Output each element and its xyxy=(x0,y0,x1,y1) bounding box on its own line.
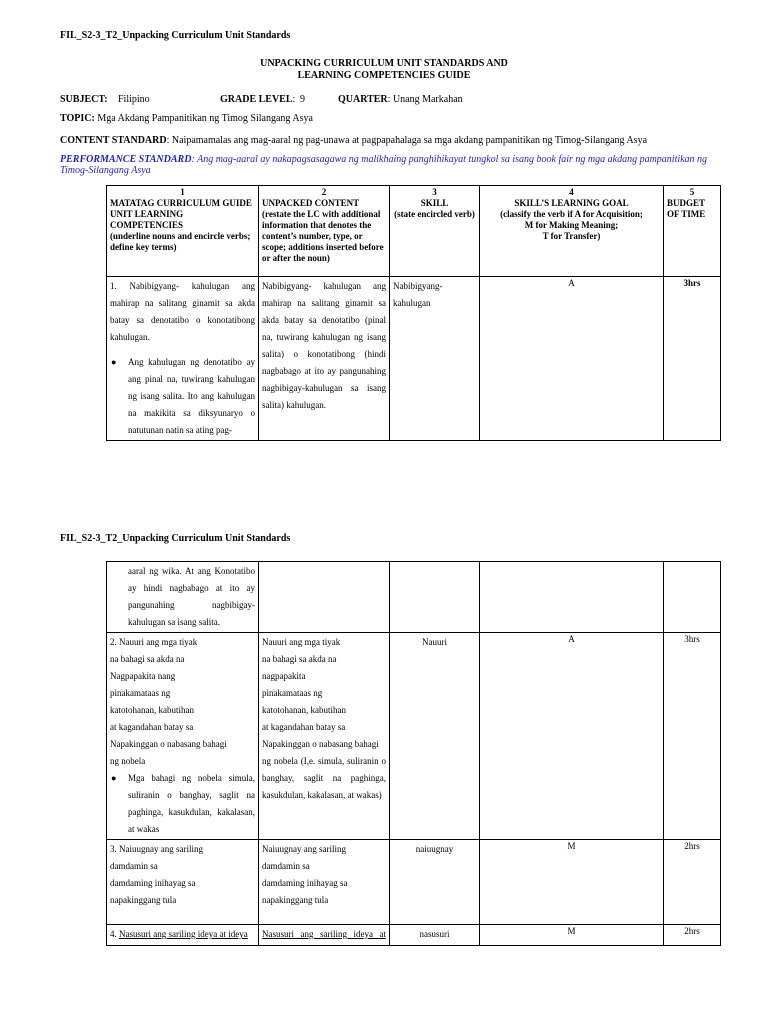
skill-cell: naiuugnay xyxy=(390,840,480,925)
unpacked-cell xyxy=(259,562,390,633)
skill-cell: nasusuri xyxy=(390,925,480,946)
title-line-2: LEARNING COMPETENCIES GUIDE xyxy=(297,70,471,81)
performance-standard-label: PERFORMANCE STANDARD xyxy=(60,154,192,165)
table-row xyxy=(107,562,721,633)
lc-bullet: ● Mga bahagi ng nobela simula, suliranin o banghay, saglit na paghinga, kasukdulan, kakalasan, at wakas xyxy=(126,770,255,838)
goal-cell: M xyxy=(480,925,664,946)
content-standard-value: Naipamamalas ang mag-aaral ng pag-unawa at pagpapahalaga sa mga akdang pampanitikan ng Timog-Silangang Asya xyxy=(171,135,648,146)
goal-cell: M xyxy=(480,840,664,925)
lc-bullet: ● Ang kahulugan ng denotatibo ay ang pinal na, tuwirang kahulugan ng isang salita. Ito ang kahulugan na makikita sa diksyunaryo o natutunan natin sa ating pag- xyxy=(126,354,255,439)
unpacking-table-page1 xyxy=(106,185,721,441)
lc-cell xyxy=(107,277,259,441)
col-header-2: 2 UNPACKED CONTENT (restate the LC with additional information that denotes the content’s number, type, or scope; additions inserted before or after the noun) xyxy=(259,186,390,277)
time-cell: 2hrs xyxy=(664,840,721,925)
unpacked-cell: Nauuri ang mga tiyak na bahagi sa akda na nagpapakita pinakamataas ng katotohanan, kabutihan at kagandahan batay sa Napakinggan o nabasang bahagi ng nobela (I,e. simula, suliranin o banghay, saglit na paghinga, kasukdulan, kakalasan, at wakas) xyxy=(259,633,390,840)
time-cell: 3hrs xyxy=(664,277,721,441)
quarter-value: Unang Markahan xyxy=(392,94,463,105)
time-cell: 3hrs xyxy=(664,633,721,840)
lc-cell: 3. Naiuugnay ang sariling damdamin sa damdaming inihayag sa napakinggang tula xyxy=(107,840,259,925)
lc-cell: 4. Nasusuri ang sariling ideya at ideya xyxy=(107,925,259,946)
goal-cell: A xyxy=(480,277,664,441)
subject-label: SUBJECT xyxy=(60,94,105,105)
performance-standard-value: Ang mag-aaral ay nakapagsasagawa ng malikhaing panghihikayat tungkol sa isang book fair ng mga akdang pampanitikan ng Timog-Silangang Asya xyxy=(60,154,708,176)
table-row xyxy=(107,925,721,946)
col-header-4: 4 SKILL’S LEARNING GOAL (classify the verb if A for Acquisition; M for Making Meaning; T for Transfer) xyxy=(480,186,664,277)
header-row xyxy=(107,186,721,277)
subject-value: Filipino xyxy=(118,94,150,105)
skill-cell xyxy=(390,562,480,633)
lc-cell: 2. Nauuri ang mga tiyak na bahagi sa akda na Nagpapakita nang pinakamataas ng katotohanan, kabutihan at kagandahan batay sa Napakinggan o nabasang bahagi ng nobela ● Mga bahagi ng nobela simula, suliranin o banghay, saglit na paghinga, kasukdulan, kakalasan, at wakas xyxy=(107,633,259,840)
grade-label: GRADE LEVEL xyxy=(220,94,293,105)
unpacked-cell: Naiuugnay ang sariling damdamin sa damdaming inihayag sa napakinggang tula xyxy=(259,840,390,925)
skill-cell: Nabibigyang- kahulugan xyxy=(390,277,480,441)
topic-label: TOPIC xyxy=(60,113,92,124)
table-row xyxy=(107,277,721,441)
quarter-label: QUARTER xyxy=(338,94,388,105)
unpacked-cell: Nasusuri ang sariling ideya at xyxy=(259,925,390,946)
document-title xyxy=(0,58,768,82)
goal-cell xyxy=(480,562,664,633)
lc-text: 1. Nabibigyang- kahulugan ang mahirap na salitang ginamit sa akda batay sa denotatibo o konotatibong kahulugan. xyxy=(110,281,255,342)
content-standard-label: CONTENT STANDARD xyxy=(60,135,167,146)
table-row xyxy=(107,633,721,840)
unpacked-cell: Nabibigyang- kahulugan ang mahirap na salitang ginamit sa akda batay sa denotatibo (pinal na, tuwirang kahulugan ng isang salita) o konotatibong (hindi nagbabago at ito ay pangunahing nagbibigay-kahulugan sa isang salita) kahulugan. xyxy=(259,277,390,441)
content-standard-row: CONTENT STANDARD: Naipamamalas ang mag-aaral ng pag-unawa at pagpapahalaga sa mga akdang pampanitikan ng Timog-Silangang Asya xyxy=(60,135,648,146)
topic-row: TOPIC: Mga Akdang Pampanitikan ng Timog Silangang Asya xyxy=(60,113,313,124)
col-header-5: 5 BUDGET OF TIME xyxy=(664,186,721,277)
col-header-1: 1 MATATAG CURRICULUM GUIDE UNIT LEARNING COMPETENCIES (underline nouns and encircle verbs; define key terms) xyxy=(107,186,259,277)
grade-value: 9 xyxy=(300,94,305,105)
col-header-3: 3 SKILL (state encircled verb) xyxy=(390,186,480,277)
skill-cell: Nauuri xyxy=(390,633,480,840)
lc-continuation: aaral ng wika. At ang Konotatibo ay hindi nagbabago at ito ay pangunahing nagbibigay-kahulugan sa isang salita. xyxy=(128,566,255,627)
table-row xyxy=(107,840,721,925)
time-cell: 2hrs xyxy=(664,925,721,946)
page-header: FIL_S2-3_T2_Unpacking Curriculum Unit Standards xyxy=(60,533,291,544)
goal-cell: A xyxy=(480,633,664,840)
lc-cell xyxy=(107,562,259,633)
unpacking-table-page2 xyxy=(106,561,721,946)
title-line-1: UNPACKING CURRICULUM UNIT STANDARDS AND xyxy=(260,58,508,69)
performance-standard-row: PERFORMANCE STANDARD: Ang mag-aaral ay nakapagsasagawa ng malikhaing panghihikayat tungkol sa isang book fair ng mga akdang pampanitikan ng Timog-Silangang Asya xyxy=(60,154,708,176)
time-cell xyxy=(664,562,721,633)
page-header: FIL_S2-3_T2_Unpacking Curriculum Unit Standards xyxy=(60,30,291,41)
topic-value: Mga Akdang Pampanitikan ng Timog Silangang Asya xyxy=(97,113,313,124)
